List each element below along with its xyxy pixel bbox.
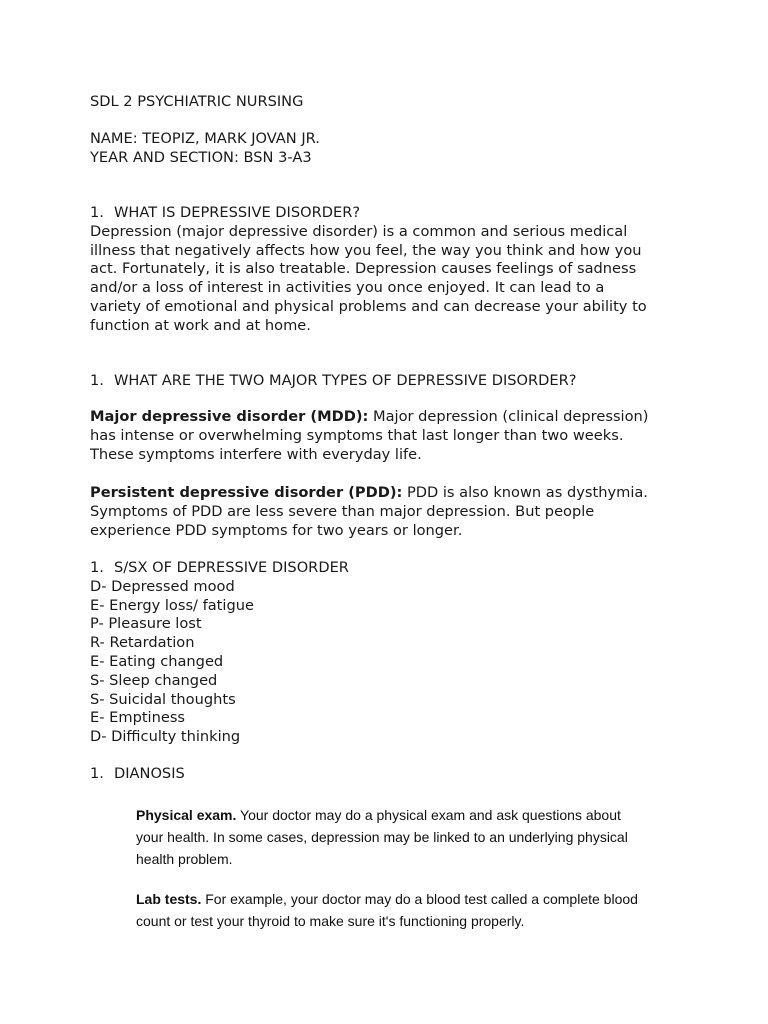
symptom-item: D- Depressed mood [90,577,235,595]
paragraph-line: experience PDD symptoms for two years or longer. [90,521,463,539]
mdd-first-line: Major depression (clinical depression) [368,408,649,425]
symptom-item: D- Difficulty thinking [90,728,241,746]
heading-text: WHAT IS DEPRESSIVE DISORDER? [114,204,361,221]
paragraph-line: health problem. [136,851,233,867]
heading-text: WHAT ARE THE TWO MAJOR TYPES OF DEPRESSIVE DISORDER? [114,372,577,389]
paragraph-line [90,408,648,427]
paragraph-line: Depression (major depressive disorder) is a common and serious medical [90,222,628,240]
symptom-item: S- Suicidal thoughts [90,690,236,708]
paragraph-line: variety of emotional and physical problems and can decrease your ability to [90,297,647,315]
paragraph-line: has intense or overwhelming symptoms that last longer than two weeks. [90,426,624,444]
paragraph-line [136,888,696,910]
symptom-item: E- Eating changed [90,652,224,670]
section-heading [90,204,647,223]
student-name: NAME: TEOPIZ, MARK JOVAN JR. [90,130,320,147]
student-info [90,130,320,168]
paragraph-line: count or test your thyroid to make sure it's functioning properly. [136,913,525,929]
section-symptoms [90,559,349,747]
paragraph-line: your health. In some cases, depression may be linked to an underlying physical [136,829,628,845]
mdd-definition [90,408,648,464]
pdd-definition [90,484,648,540]
section-heading [90,559,349,578]
heading-text: S/SX OF DEPRESSIVE DISORDER [114,559,349,576]
heading-number: 1. [90,204,104,221]
section-definition [90,204,647,336]
paragraph-line [90,484,648,503]
paragraph-line: Symptoms of PDD are less severe than major depression. But people [90,502,595,520]
section-heading-diagnosis [90,765,185,784]
symptom-item: P- Pleasure lost [90,615,202,633]
paragraph-line: act. Fortunately, it is also treatable. Depression causes feelings of sadness [90,260,637,278]
lab-tests-term: Lab tests. [136,891,202,907]
heading-number: 1. [90,372,104,389]
diagnosis-lab-tests [136,888,696,932]
heading-number: 1. [90,559,104,576]
heading-number: 1. [90,765,104,782]
diagnosis-physical-exam [136,804,696,870]
paragraph-line: illness that negatively affects how you feel, the way you think and how you [90,241,642,259]
document-title: SDL 2 PSYCHIATRIC NURSING [90,93,304,110]
paragraph-line: function at work and at home. [90,316,311,334]
paragraph-line: These symptoms interfere with everyday life. [90,445,422,463]
section-heading-types [90,372,577,391]
mdd-term: Major depressive disorder (MDD): [90,408,369,425]
symptom-item: E- Energy loss/ fatigue [90,596,254,614]
paragraph-line [136,804,696,826]
physical-exam-first-line: Your doctor may do a physical exam and ask questions about [236,807,621,823]
symptom-item: E- Emptiness [90,709,186,727]
physical-exam-term: Physical exam. [136,807,237,823]
symptom-item: R- Retardation [90,634,195,652]
lab-tests-first-line: For example, your doctor may do a blood test called a complete blood [201,891,638,907]
pdd-first-line: PDD is also known as dysthymia. [402,484,648,501]
pdd-term: Persistent depressive disorder (PDD): [90,484,403,501]
symptom-item: S- Sleep changed [90,671,218,689]
student-section: YEAR AND SECTION: BSN 3-A3 [90,148,312,166]
heading-text: DIANOSIS [114,765,185,782]
paragraph-line: and/or a loss of interest in activities you once enjoyed. It can lead to a [90,279,605,297]
